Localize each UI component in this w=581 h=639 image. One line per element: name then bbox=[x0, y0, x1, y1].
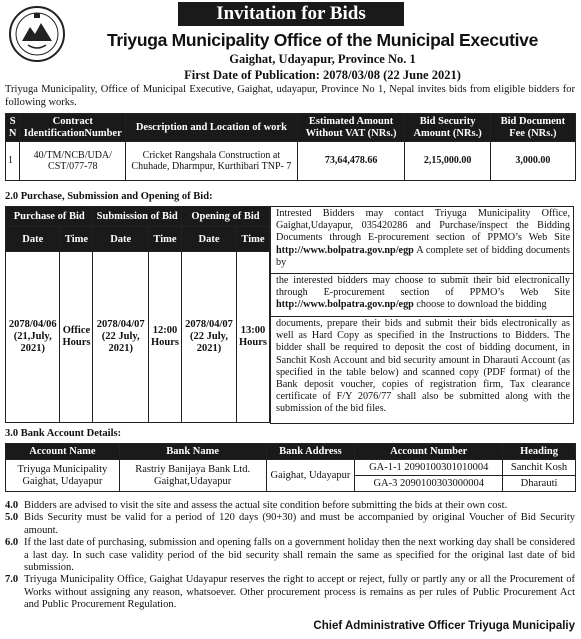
instructions-part-c: documents, prepare their bids and submit their bids electronically as well as Hard Copy as specified in the Instructions to Bidders. The bidder shall be required to deposit the cost of bidding document, in Sanchit Kosh Account and bid security amount in Dharauti Account (as specified in the table below) and scanned copy (PDF format) of the Bank deposit voucher, copies of registration firm, Tax clearance certificate of F/Y 2076/77 shall also be submitted along with the submission of the bid files. bbox=[276, 318, 570, 415]
section3-title: 3.0 Bank Account Details: bbox=[5, 428, 122, 439]
bidding-instructions-box bbox=[270, 206, 574, 424]
ppmo-link[interactable]: http://www.bolpatra.gov.np/egp bbox=[276, 299, 414, 311]
cell-sn: 1 bbox=[6, 142, 20, 181]
submission-time: 12:00 Hours bbox=[148, 252, 181, 423]
office-address: Gaighat, Udayapur, Province No. 1 bbox=[229, 52, 416, 66]
table-row bbox=[6, 460, 576, 476]
note-item: 7.0 Triyuga Municipality Office, Gaighat Udayapur reserves the right to accept or reject, fully or partly any or all the Procurement of Works without assigning any reason, whatsoever. Other procurement process is remains as per rules of Public Procurement Act and Public Procurement Regulation. bbox=[5, 574, 575, 611]
header-submission: Submission of Bid bbox=[93, 207, 182, 227]
col-contract-id: Contract IdentificationNumber bbox=[20, 114, 126, 142]
cell-estimate: 73,64,478.66 bbox=[297, 142, 405, 181]
header-date: Date bbox=[6, 227, 60, 252]
col-sn: S N bbox=[6, 114, 20, 142]
cell-contract-id: 40/TM/NCB/UDA/ CST/077-78 bbox=[20, 142, 126, 181]
signature-line: Chief Administrative Officer Triyuga Municipaliy bbox=[313, 620, 575, 632]
purchase-time: Office Hours bbox=[60, 252, 93, 423]
col-bank-address: Bank Address bbox=[266, 444, 355, 460]
col-estimate: Estimated Amount Without VAT (NRs.) bbox=[297, 114, 405, 142]
schedule-table bbox=[5, 206, 270, 423]
submission-date: 2078/04/07 (22 July, 2021) bbox=[93, 252, 149, 423]
account-heading: Sanchit Kosh bbox=[503, 460, 576, 476]
section2-title: 2.0 Purchase, Submission and Opening of Bid: bbox=[5, 191, 213, 202]
schedule-sub-header bbox=[6, 227, 270, 252]
account-name: Triyuga Municipality Gaighat, Udayapur bbox=[6, 460, 120, 492]
opening-time: 13:00 Hours bbox=[236, 252, 269, 423]
col-account-name: Account Name bbox=[6, 444, 120, 460]
instructions-part-a: Intrested Bidders may contact Triyuga Municipality Office, Gaighat,Udayapur, 035420286 and Purchase/inspect the Bidding Documents through E-procurement section of PPMO’s Web Site http://www.bolpatra.gov.np/egp A complete set of bidding documents by bbox=[276, 208, 570, 268]
schedule-group-header bbox=[6, 207, 270, 227]
col-bank-name: Bank Name bbox=[119, 444, 266, 460]
header-time: Time bbox=[236, 227, 269, 252]
bank-address: Gaighat, Udayapur bbox=[266, 460, 355, 492]
header-purchase: Purchase of Bid bbox=[6, 207, 93, 227]
instructions-part-b: the interested bidders may choose to submit their bid electronically through E-procurement section of PPMO’s Web Site http://www.bolpatra.gov.np/egp choose to download the bidding bbox=[276, 275, 570, 311]
col-fee: Bid Document Fee (NRs.) bbox=[490, 114, 575, 142]
ppmo-link[interactable]: http://www.bolpatra.gov.np/egp bbox=[276, 244, 414, 256]
note-item: 4.0 Bidders are advised to visit the site and assess the actual site condition before submitting the bids at their own cost. bbox=[5, 500, 508, 511]
header-opening: Opening of Bid bbox=[181, 207, 269, 227]
publication-date: First Date of Publication: 2078/03/08 (22 June 2021) bbox=[184, 68, 461, 82]
organization-name: Triyuga Municipality Office of the Municipal Executive bbox=[106, 30, 539, 50]
account-number: GA-1-1 2090100301010004 bbox=[355, 460, 503, 476]
col-account-number: Account Number bbox=[355, 444, 503, 460]
divider bbox=[271, 316, 573, 317]
bank-table-header bbox=[6, 444, 576, 460]
works-table-header bbox=[6, 114, 576, 142]
banner-title: Invitation for Bids bbox=[178, 2, 404, 26]
bank-account-table bbox=[5, 443, 576, 492]
divider bbox=[271, 273, 573, 274]
header-date: Date bbox=[181, 227, 236, 252]
col-description: Description and Location of work bbox=[126, 114, 298, 142]
opening-date: 2078/04/07 (22 July, 2021) bbox=[181, 252, 236, 423]
cell-security: 2,15,000.00 bbox=[405, 142, 490, 181]
notes-list bbox=[5, 500, 575, 612]
cell-description: Cricket Rangshala Construction at Chuhade, Dharmpur, Kurthibari TNP- 7 bbox=[126, 142, 298, 181]
purchase-date: 2078/04/06 (21,July, 2021) bbox=[6, 252, 60, 423]
header-time: Time bbox=[148, 227, 181, 252]
account-heading: Dharauti bbox=[503, 476, 576, 492]
table-row bbox=[6, 142, 576, 181]
works-table bbox=[5, 113, 576, 181]
header-time: Time bbox=[60, 227, 93, 252]
municipality-emblem bbox=[8, 5, 66, 63]
col-security: Bid Security Amount (NRs.) bbox=[405, 114, 490, 142]
account-number: GA-3 2090100303000004 bbox=[355, 476, 503, 492]
note-item: 5.0 Bids Security must be valid for a period of 120 days (90+30) and must be accompanied by original Voucher of Bid Security amount. bbox=[5, 512, 575, 536]
intro-paragraph: Triyuga Municipality, Office of Municipal Executive, Gaighat, udayapur, Province No 1, Nepal invites bids from eligible bidders for following works. bbox=[5, 84, 575, 108]
note-item: 6.0 If the last date of purchasing, submission and opening falls on a government holiday then the next working day shall be considered a last day. In such case validity period of the bid security shall remain the same as specified for the original last date of bid submission. bbox=[5, 537, 575, 574]
header-date: Date bbox=[93, 227, 149, 252]
col-heading: Heading bbox=[503, 444, 576, 460]
cell-fee: 3,000.00 bbox=[490, 142, 575, 181]
bank-name: Rastriy Banijaya Bank Ltd. Gaighat,Udayapur bbox=[119, 460, 266, 492]
table-row bbox=[6, 252, 270, 423]
